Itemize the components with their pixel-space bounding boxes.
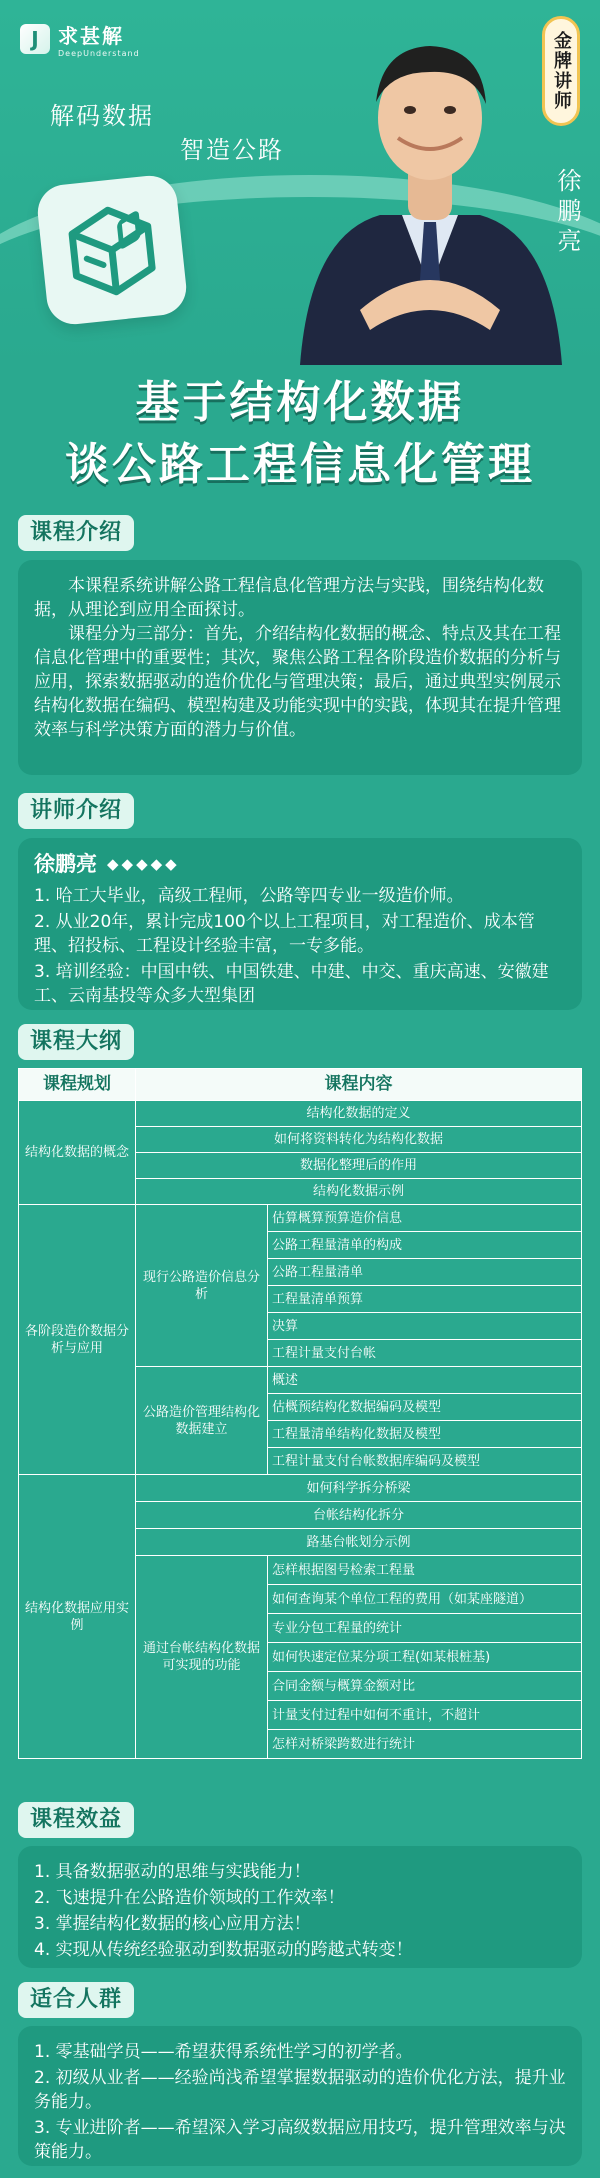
part-2-sub-1-name: 现行公路造价信息分析 bbox=[136, 1205, 268, 1367]
table-header-row bbox=[19, 1069, 582, 1101]
intro-paragraph-2: 课程分为三部分：首先，介绍结构化数据的概念、特点及其在工程信息化管理中的重要性；其次，聚焦公路工程各阶段造价数据的分析与应用，探索数据驱动的造价优化与管理决策；最后，通过典型实例展示结构化数据在编码、模型构建及功能实现中的实践，体现其在提升管理效率与科学决策方面的潜力与价值。 bbox=[34, 624, 561, 740]
hero-banner bbox=[0, 0, 600, 365]
part-1-name: 结构化数据的概念 bbox=[19, 1101, 136, 1205]
page-title bbox=[0, 372, 600, 496]
table-cell: 公路工程量清单 bbox=[268, 1259, 582, 1286]
lecturer-card bbox=[18, 838, 582, 1010]
table-cell: 工程量清单预算 bbox=[268, 1286, 582, 1313]
section-heading-outline: 课程大纲 bbox=[18, 1024, 134, 1060]
table-cell: 结构化数据示例 bbox=[136, 1179, 582, 1205]
table-cell: 专业分包工程量的统计 bbox=[268, 1614, 582, 1643]
table-cell: 怎样对桥梁跨数进行统计 bbox=[268, 1730, 582, 1759]
audience-item: 1. 零基础学员——希望获得系统性学习的初学者。 bbox=[34, 2042, 413, 2062]
brand-name-en: DeepUnderstand bbox=[58, 49, 140, 58]
part-2-name: 各阶段造价数据分析与应用 bbox=[19, 1205, 136, 1475]
table-cell: 台帐结构化拆分 bbox=[136, 1502, 582, 1529]
header-plan: 课程规划 bbox=[19, 1069, 136, 1101]
lecturer-portrait bbox=[290, 10, 570, 365]
table-cell: 如何查询某个单位工程的费用（如某座隧道） bbox=[268, 1585, 582, 1614]
benefits-card bbox=[18, 1846, 582, 1968]
audience-item: 3. 专业进阶者——希望深入学习高级数据应用技巧，提升管理效率与决策能力。 bbox=[34, 2118, 566, 2162]
title-line-1: 基于结构化数据 bbox=[135, 377, 465, 428]
brand-name: 求甚解 bbox=[58, 24, 124, 48]
part-2-sub-2-name: 公路造价管理结构化数据建立 bbox=[136, 1367, 268, 1475]
benefit-item: 1. 具备数据驱动的思维与实践能力！ bbox=[34, 1862, 311, 1882]
lecturer-item: 2. 从业20年，累计完成100个以上工程项目，对工程造价、成本管理、招投标、工程设计经验丰富，一专多能。 bbox=[34, 912, 535, 956]
table-cell: 工程量清单结构化数据及模型 bbox=[268, 1421, 582, 1448]
header-content: 课程内容 bbox=[136, 1069, 582, 1101]
table-cell: 如何将资料转化为结构化数据 bbox=[136, 1127, 582, 1153]
section-heading-intro: 课程介绍 bbox=[18, 515, 134, 551]
title-line-2: 谈公路工程信息化管理 bbox=[65, 439, 535, 490]
benefit-item: 2. 飞速提升在公路造价领域的工作效率！ bbox=[34, 1888, 345, 1908]
section-heading-audience: 适合人群 bbox=[18, 1982, 134, 2018]
table-row bbox=[19, 1101, 582, 1127]
table-cell: 如何快速定位某分项工程(如某根桩基) bbox=[268, 1643, 582, 1672]
rating-diamonds-icon: ◆◆◆◆◆ bbox=[107, 855, 180, 873]
outline-table bbox=[18, 1068, 582, 1759]
table-cell: 估概预结构化数据编码及模型 bbox=[268, 1394, 582, 1421]
section-heading-benefits: 课程效益 bbox=[18, 1802, 134, 1838]
table-cell: 数据化整理后的作用 bbox=[136, 1153, 582, 1179]
part-3-sub-name: 通过台帐结构化数据可实现的功能 bbox=[136, 1556, 268, 1759]
lecturer-item: 1. 哈工大毕业，高级工程师，公路等四专业一级造价师。 bbox=[34, 886, 464, 906]
table-cell: 合同金额与概算金额对比 bbox=[268, 1672, 582, 1701]
table-cell: 概述 bbox=[268, 1367, 582, 1394]
table-cell: 结构化数据的定义 bbox=[136, 1101, 582, 1127]
slogan-right: 智造公路 bbox=[180, 136, 284, 164]
part-3-name: 结构化数据应用实例 bbox=[19, 1475, 136, 1759]
table-cell: 估算概算预算造价信息 bbox=[268, 1205, 582, 1232]
benefit-item: 3. 掌握结构化数据的核心应用方法！ bbox=[34, 1914, 311, 1934]
audience-item: 2. 初级从业者——经验尚浅希望掌握数据驱动的造价优化方法，提升业务能力。 bbox=[34, 2068, 566, 2112]
table-cell: 计量支付过程中如何不重计，不超计 bbox=[268, 1701, 582, 1730]
gold-lecturer-badge: 金牌讲师 bbox=[542, 16, 580, 126]
table-cell: 工程计量支付台帐数据库编码及模型 bbox=[268, 1448, 582, 1475]
lecturer-name: 徐鹏亮 bbox=[34, 852, 97, 876]
section-heading-lecturer: 讲师介绍 bbox=[18, 793, 134, 829]
lecturer-item: 3. 培训经验：中国中铁、中国铁建、中建、中交、重庆高速、安徽建工、云南基投等众多大型集团 bbox=[34, 962, 549, 1006]
audience-card bbox=[18, 2026, 582, 2166]
table-cell: 工程计量支付台帐 bbox=[268, 1340, 582, 1367]
benefit-item: 4. 实现从传统经验驱动到数据驱动的跨越式转变！ bbox=[34, 1940, 413, 1960]
logo-mark-icon: J bbox=[20, 24, 50, 54]
table-row bbox=[19, 1475, 582, 1502]
intro-card bbox=[18, 560, 582, 775]
brand-logo[interactable] bbox=[20, 20, 140, 58]
slogan-left: 解码数据 bbox=[50, 102, 154, 130]
lecturer-name-vertical: 徐鹏亮 bbox=[553, 168, 581, 258]
table-cell: 公路工程量清单的构成 bbox=[268, 1232, 582, 1259]
table-cell: 怎样根据图号检索工程量 bbox=[268, 1556, 582, 1585]
table-cell: 决算 bbox=[268, 1313, 582, 1340]
table-cell: 路基台帐划分示例 bbox=[136, 1529, 582, 1556]
intro-paragraph-1: 本课程系统讲解公路工程信息化管理方法与实践，围绕结构化数据，从理论到应用全面探讨。 bbox=[34, 576, 544, 620]
table-cell: 如何科学拆分桥梁 bbox=[136, 1475, 582, 1502]
table-row bbox=[19, 1205, 582, 1232]
data-cube-icon bbox=[35, 173, 189, 327]
